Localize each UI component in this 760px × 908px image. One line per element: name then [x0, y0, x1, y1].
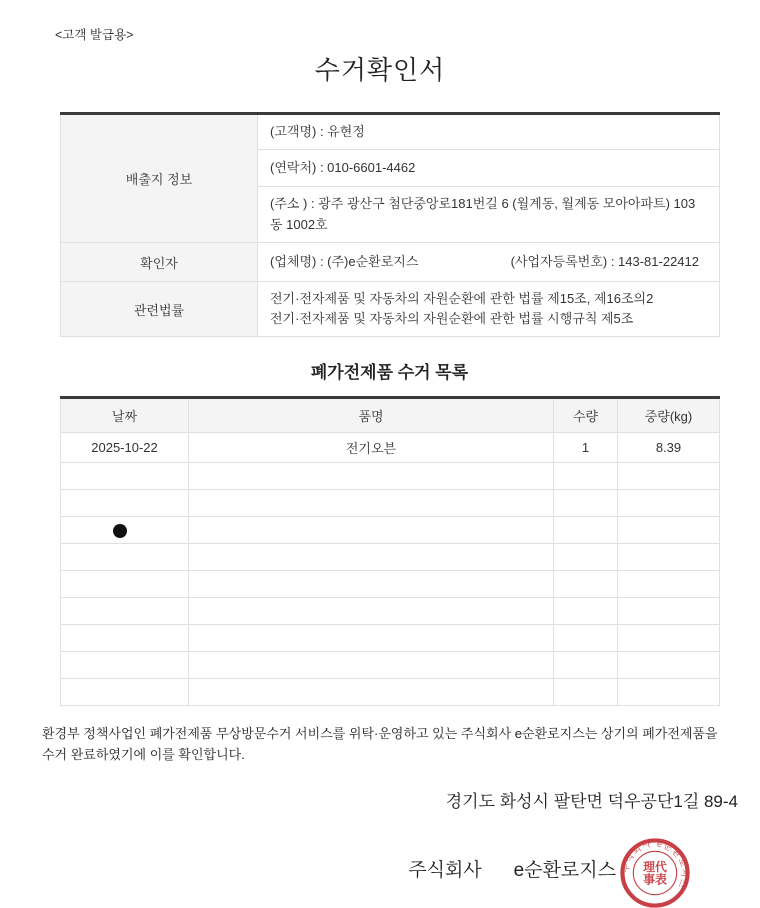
law-line-2: 전기·전자제품 및 자동차의 자원순환에 관한 법률 시행규칙 제5조 — [270, 311, 634, 326]
customer-name-cell: (고객명) : 유현정 — [258, 114, 720, 150]
corporate-seal-stamp — [620, 838, 690, 908]
confirmer-company: (업체명) : (주)e순환로지스 — [270, 253, 419, 269]
col-header-item: 품명 — [189, 398, 554, 433]
confirmer-cell — [258, 243, 720, 282]
collection-empty-row — [61, 544, 720, 571]
col-header-weight: 중량(kg) — [618, 398, 720, 433]
page-title: 수거확인서 — [314, 55, 446, 85]
collection-empty-row — [61, 679, 720, 706]
emitter-info-table — [60, 112, 720, 337]
contact-cell: (연락처) : 010-6601-4462 — [258, 150, 720, 187]
collection-empty-row — [61, 463, 720, 490]
laws-label-cell: 관련법률 — [61, 282, 258, 337]
company-name-label: e순환로지스 — [513, 860, 616, 882]
table-row — [61, 282, 720, 337]
seal-ring-text: 주식회사 e순환로지스 — [620, 837, 690, 891]
ink-dot-mark — [113, 524, 127, 538]
collection-empty-row — [61, 517, 720, 544]
seal-center-row-1: 理代 — [643, 859, 667, 874]
cell-weight: 8.39 — [618, 433, 720, 463]
cell-item: 전기오븐 — [189, 433, 554, 463]
collection-header-row — [61, 398, 720, 433]
collection-empty-row — [61, 598, 720, 625]
collection-empty-row — [61, 652, 720, 679]
cell-date: 2025-10-22 — [61, 433, 189, 463]
collection-list-title: 폐가전제품 수거 목록 — [310, 363, 469, 382]
table-row — [61, 114, 720, 150]
customer-copy-tag: <고객 발급용> — [55, 28, 134, 42]
collection-table — [60, 396, 720, 706]
collection-empty-row — [61, 625, 720, 652]
company-address: 경기도 화성시 팔탄면 덕우공단1길 89-4 — [445, 791, 738, 811]
confirmation-statement: 환경부 정책사업인 폐가전제품 무상방문수거 서비스를 위탁·운영하고 있는 주식회사 e순환로지스는 상기의 폐가전제품을 수거 완료하였기에 이를 확인합니다. — [42, 726, 718, 762]
cell-qty: 1 — [554, 433, 618, 463]
confirmer-label-cell: 확인자 — [61, 243, 258, 282]
law-line-1: 전기·전자제품 및 자동차의 자원순환에 관한 법률 제15조, 제16조의2 — [270, 290, 654, 306]
address-cell: (주소 ) : 광주 광산구 첨단중앙로181번길 6 (월계동, 월계동 모아아파트) 103동 1002호 — [258, 187, 720, 243]
collection-data-row — [61, 433, 720, 463]
company-type-label: 주식회사 — [408, 860, 482, 882]
laws-cell — [258, 282, 720, 337]
collection-empty-row — [61, 490, 720, 517]
seal-center-row-2: 事表 — [643, 872, 667, 887]
col-header-date: 날짜 — [61, 398, 189, 433]
emitter-label-cell: 배출지 정보 — [61, 114, 258, 243]
signature-row — [0, 838, 760, 900]
table-row — [61, 243, 720, 282]
collection-empty-row — [61, 571, 720, 598]
col-header-qty: 수량 — [554, 398, 618, 433]
confirmer-registration: (사업자등록번호) : 143-81-22412 — [510, 253, 699, 269]
collection-body — [61, 433, 720, 706]
